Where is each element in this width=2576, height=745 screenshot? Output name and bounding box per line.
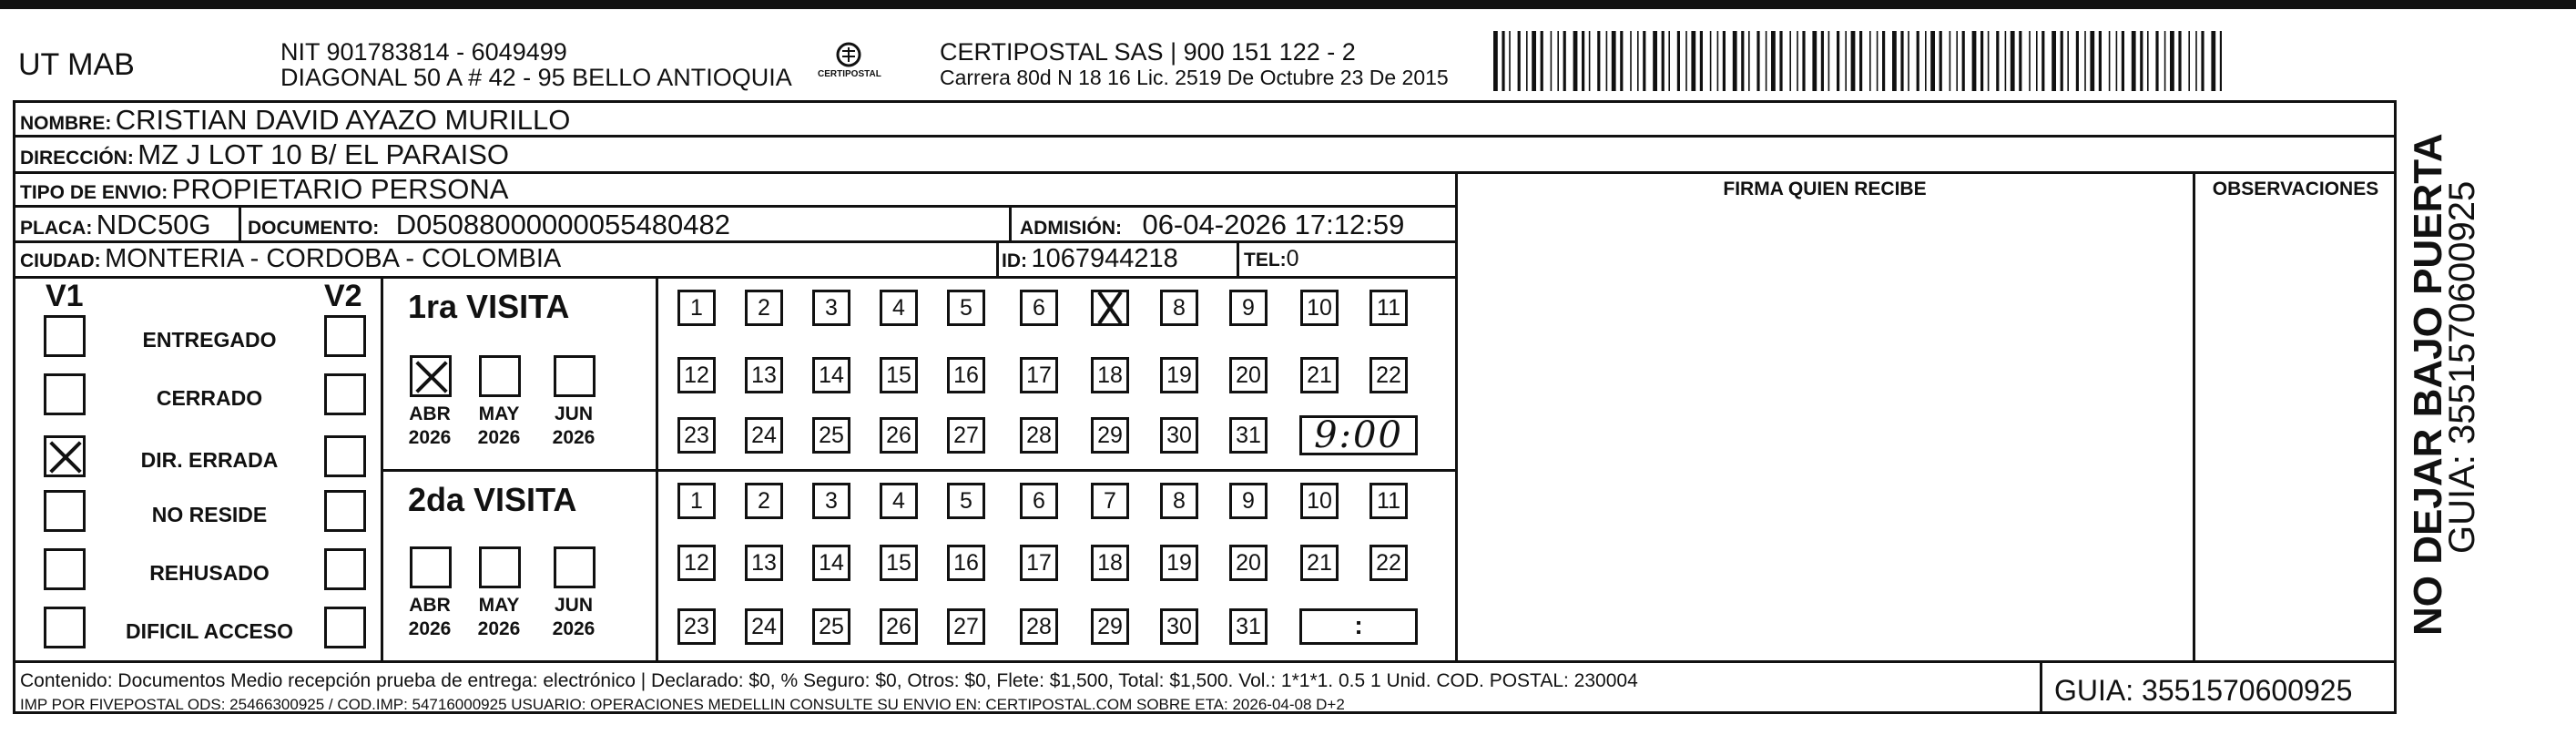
day-checkbox[interactable]: 23 [677,417,716,454]
status-label: ENTREGADO [142,328,277,352]
month-caption [402,594,457,641]
month-caption [546,594,601,641]
logo-text: CERTIPOSTAL [818,69,881,79]
day-checkbox[interactable]: 14 [812,357,850,393]
day-checkbox[interactable]: 21 [1300,357,1339,393]
month-label: JUN [554,403,593,424]
v1-checkbox[interactable] [44,490,86,532]
day-checkbox[interactable]: 31 [1229,417,1268,454]
footer-print-info: IMP POR FIVEPOSTAL ODS: 25466300925 / COD.IMP: 54716000925 USUARIO: OPERACIONES MEDELLIN CONSULTE SU ENVIO EN: CERTIPOSTAL.COM SOBRE ETA: 2026-04-08 D+2 [20,696,1345,713]
day-checkbox[interactable]: 21 [1300,545,1339,581]
day-checkbox[interactable]: 10 [1300,483,1339,519]
day-checkbox[interactable]: 8 [1160,290,1198,326]
day-checkbox[interactable]: 22 [1369,545,1408,581]
day-checkbox[interactable]: 7 [1091,483,1129,519]
status-label: DIR. ERRADA [140,448,279,472]
admission-value: 06-04-2026 17:12:59 [1142,209,1405,240]
day-checkbox[interactable]: 18 [1091,545,1129,581]
tel-value: 0 [1286,246,1299,271]
day-checkbox[interactable]: 26 [880,417,918,454]
day-checkbox[interactable]: 3 [812,290,850,326]
day-checkbox[interactable]: 9 [1229,483,1268,519]
day-checkbox[interactable]: 29 [1091,608,1129,645]
day-checkbox[interactable]: 16 [947,545,985,581]
day-checkbox[interactable]: 4 [880,290,918,326]
day-checkbox[interactable]: 20 [1229,545,1268,581]
v2-checkbox[interactable] [324,490,366,532]
year-label: 2026 [477,427,521,448]
month-label: MAY [478,403,520,424]
tel-field [1244,246,1299,272]
v1-checkbox[interactable] [44,315,86,357]
company-name: UT MAB [18,47,135,82]
col-divider [2040,660,2042,714]
v2-checkbox[interactable] [324,435,366,477]
day-checkbox[interactable]: 6 [1020,290,1058,326]
day-checkbox[interactable]: 26 [880,608,918,645]
company-address: DIAGONAL 50 A # 42 - 95 BELLO ANTIOQUIA [280,64,792,91]
day-checkbox[interactable]: 15 [880,545,918,581]
day-checkbox[interactable]: 16 [947,357,985,393]
city-field [20,244,561,274]
day-checkbox[interactable]: 13 [745,545,783,581]
footer-content: Contenido: Documentos Medio recepción prueba de entrega: electrónico | Declarado: $0, % Seguro: $0, Otros: $0, Flete: $1,500, Total: $1,500. Vol.: 1*1*1. 0.5 1 Unid. COD. POSTAL: 230004 [20,670,1638,691]
day-checkbox[interactable]: 18 [1091,357,1129,393]
day-checkbox[interactable]: 9 [1229,290,1268,326]
month-caption [402,403,457,450]
name-label: NOMBRE: [20,113,112,134]
day-checkbox[interactable]: 27 [947,608,985,645]
day-checkbox[interactable]: 17 [1020,545,1058,581]
side-guide: GUIA: 3551570600925 [2442,180,2482,554]
month-label: ABR [409,403,451,424]
day-checkbox[interactable]: 4 [880,483,918,519]
year-label: 2026 [408,618,452,639]
address-label: DIRECCIÓN: [20,148,134,168]
city-value: MONTERIA - CORDOBA - COLOMBIA [105,244,562,273]
v2-checkbox[interactable] [324,548,366,590]
day-checkbox[interactable]: 2 [745,483,783,519]
v2-header: V2 [324,279,362,313]
plate-field [20,209,211,241]
day-checkbox[interactable]: 20 [1229,357,1268,393]
id-value: 1067944218 [1031,244,1178,273]
month-checkbox[interactable] [554,546,596,588]
day-checkbox[interactable]: 24 [745,417,783,454]
day-checkbox[interactable]: 30 [1160,608,1198,645]
month-label: MAY [478,595,520,616]
day-checkbox[interactable]: 3 [812,483,850,519]
plate-value: NDC50G [96,209,211,240]
top-border [0,0,2576,9]
day-checkbox[interactable] [1091,290,1129,326]
day-checkbox[interactable]: 23 [677,608,716,645]
day-checkbox[interactable]: 12 [677,545,716,581]
v2-checkbox[interactable] [324,315,366,357]
visit1-title: 1ra VISITA [408,288,570,325]
v1-checkbox[interactable] [44,435,86,477]
shipment-type-field [20,173,508,206]
day-checkbox[interactable]: 5 [947,483,985,519]
day-checkbox[interactable]: 25 [812,608,850,645]
carrier-name: CERTIPOSTAL SAS | 900 151 122 - 2 [940,38,1356,66]
status-label: NO RESIDE [151,503,268,526]
month-caption [546,403,601,450]
day-checkbox[interactable]: 28 [1020,417,1058,454]
month-label: JUN [554,595,593,616]
day-checkbox[interactable]: 19 [1160,357,1198,393]
day-checkbox[interactable]: 11 [1369,483,1408,519]
name-field [20,104,570,137]
day-checkbox[interactable]: 17 [1020,357,1058,393]
day-checkbox[interactable]: 24 [745,608,783,645]
footer-guide: GUIA: 3551570600925 [2054,674,2353,707]
day-checkbox[interactable]: 14 [812,545,850,581]
signature-header: FIRMA QUIEN RECIBE [1723,179,1927,199]
v1-checkbox[interactable] [44,607,86,648]
col-divider [381,276,383,660]
day-checkbox[interactable]: 27 [947,417,985,454]
status-label: DIFICIL ACCESO [125,619,293,643]
day-checkbox[interactable]: 15 [880,357,918,393]
row-divider [13,276,1457,279]
visit1-time: 9:00 [1299,415,1418,455]
status-label: REHUSADO [149,561,270,585]
no-under-door-warning: NO DEJAR BAJO PUERTA [2406,133,2450,636]
month-caption [472,594,526,641]
city-label: CIUDAD: [20,250,101,271]
year-label: 2026 [552,618,596,639]
day-checkbox[interactable]: 12 [677,357,716,393]
barcode [1493,31,2222,91]
row-divider [381,469,1457,472]
month-checkbox[interactable] [410,355,452,397]
col-divider [239,205,241,240]
day-checkbox[interactable]: 1 [677,290,716,326]
day-checkbox[interactable]: 28 [1020,608,1058,645]
day-checkbox[interactable]: 30 [1160,417,1198,454]
document-label: DOCUMENTO: [248,218,380,239]
day-checkbox[interactable]: 19 [1160,545,1198,581]
certipostal-logo [818,40,880,86]
observations-header: OBSERVACIONES [2212,179,2379,199]
company-nit: NIT 901783814 - 6049499 [280,38,567,66]
day-checkbox[interactable]: 13 [745,357,783,393]
col-divider [996,240,999,276]
month-checkbox[interactable] [479,546,521,588]
admission-field [1020,209,1404,241]
month-caption [472,403,526,450]
v1-header: V1 [46,279,84,313]
shipment-type-value: PROPIETARIO PERSONA [171,173,509,205]
month-checkbox[interactable] [554,355,596,397]
col-divider [656,276,658,660]
year-label: 2026 [552,427,596,448]
day-checkbox[interactable]: 5 [947,290,985,326]
col-divider [1455,171,1458,660]
day-checkbox[interactable]: 1 [677,483,716,519]
id-label: ID: [1002,250,1027,271]
admission-label: ADMISIÓN: [1020,218,1122,239]
col-divider [1009,205,1012,240]
tel-label: TEL: [1244,250,1287,270]
day-checkbox[interactable]: 2 [745,290,783,326]
status-label: CERRADO [156,386,263,410]
year-label: 2026 [477,618,521,639]
name-value: CRISTIAN DAVID AYAZO MURILLO [115,104,571,136]
v2-checkbox[interactable] [324,373,366,415]
shipment-type-label: TIPO DE ENVIO: [20,182,168,203]
address-field [20,138,509,171]
v1-checkbox[interactable] [44,373,86,415]
document-field [248,209,730,241]
address-value: MZ J LOT 10 B/ EL PARAISO [137,138,510,170]
visit2-title: 2da VISITA [408,481,577,518]
day-checkbox[interactable]: 31 [1229,608,1268,645]
document-value: D05088000000055480482 [395,209,730,240]
day-checkbox[interactable]: 25 [812,417,850,454]
day-checkbox[interactable]: 29 [1091,417,1129,454]
plate-label: PLACA: [20,218,93,239]
carrier-license: Carrera 80d N 18 16 Lic. 2519 De Octubre 23 De 2015 [940,66,1449,89]
v2-checkbox[interactable] [324,607,366,648]
month-label: ABR [409,595,451,616]
year-label: 2026 [408,427,452,448]
day-checkbox[interactable]: 8 [1160,483,1198,519]
id-field [1002,244,1178,274]
col-divider [1237,240,1239,276]
month-checkbox[interactable] [479,355,521,397]
col-divider [2193,171,2195,660]
day-checkbox[interactable]: 10 [1300,290,1339,326]
visit2-time: : [1299,608,1418,645]
v1-checkbox[interactable] [44,548,86,590]
day-checkbox[interactable]: 22 [1369,357,1408,393]
day-checkbox[interactable]: 11 [1369,290,1408,326]
month-checkbox[interactable] [410,546,452,588]
day-checkbox[interactable]: 6 [1020,483,1058,519]
